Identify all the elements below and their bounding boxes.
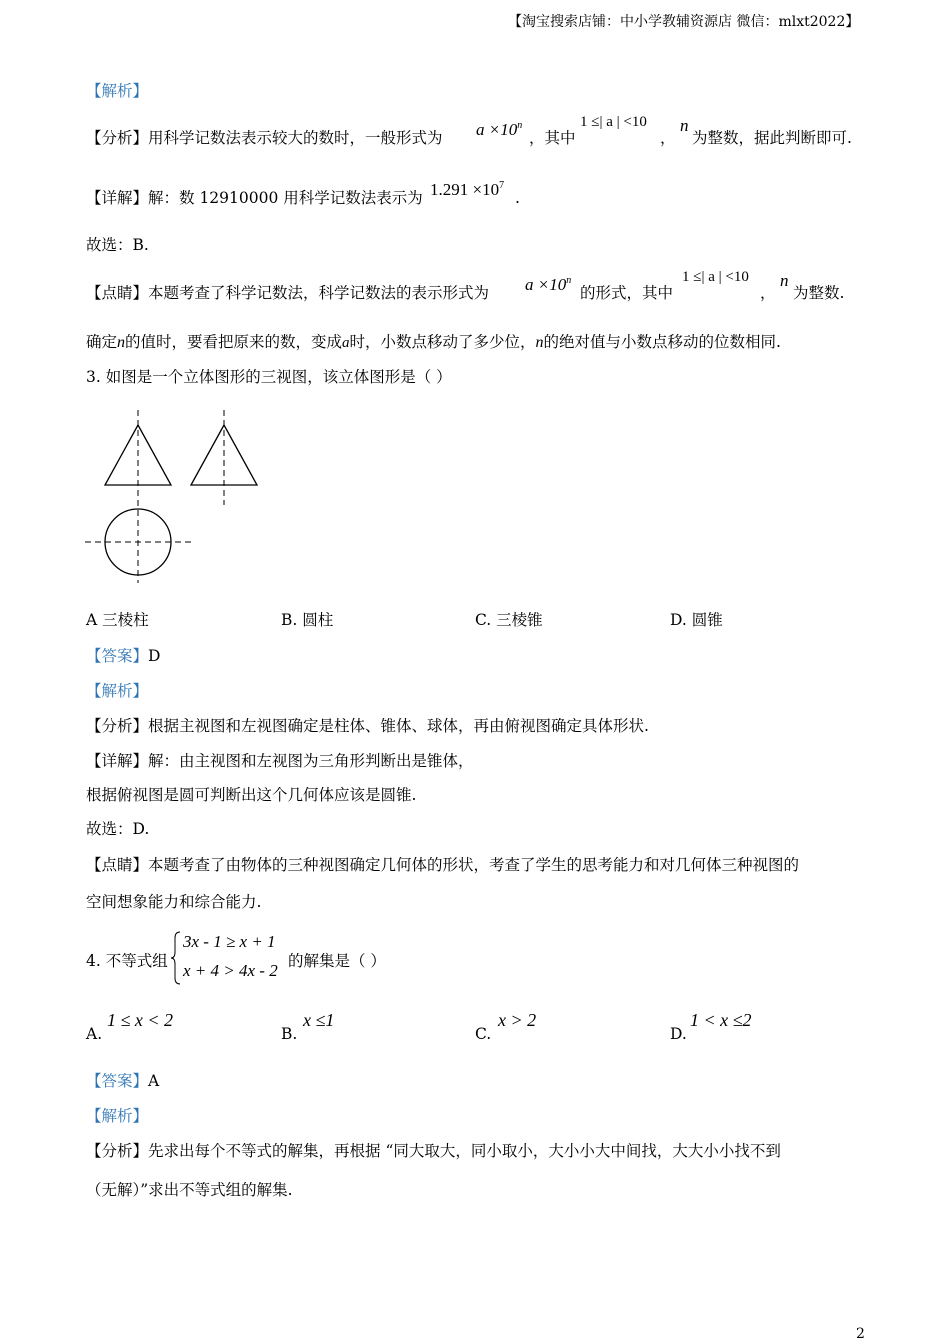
q4-option-a-letter: A.: [86, 1025, 103, 1043]
q4-option-b: x ≤1: [303, 1010, 335, 1030]
q4-jiexi: 【解析】: [86, 1107, 149, 1125]
q3-option-b: B. 圆柱: [281, 611, 334, 629]
q3-answer: 【答案】D: [86, 647, 161, 665]
q4-suffix: 的解集是（ ）: [288, 952, 386, 970]
fenxi-line: 【分析】用科学记数法表示较大的数时，一般形式为: [86, 129, 443, 147]
q3-option-d: D. 圆锥: [670, 611, 723, 629]
q3-option-a: A 三棱柱: [86, 611, 149, 629]
q4-answer: 【答案】A: [86, 1072, 160, 1090]
q3-option-c: C. 三棱锥: [475, 611, 543, 629]
q4-option-b-letter: B.: [281, 1025, 298, 1043]
inequality-2: x + 4 > 4x - 2: [183, 961, 278, 980]
fenxi-tag: 【分析】: [86, 129, 149, 147]
page-number: 2: [856, 1326, 865, 1342]
q4-option-d-letter: D.: [670, 1025, 687, 1043]
q3-dianjing: 【点睛】本题考查了由物体的三种视图确定几何体的形状，考查了学生的思考能力和对几何体三种视图的: [86, 856, 800, 874]
q4-prefix: 4. 不等式组: [86, 952, 168, 970]
q3-dianjing2: 空间想象能力和综合能力.: [86, 893, 262, 911]
q4-fenxi2: （无解）”求出不等式组的解集.: [86, 1181, 293, 1199]
q3-jiexi: 【解析】: [86, 682, 149, 700]
q4-option-c: x > 2: [498, 1010, 537, 1030]
dianjing-line: 【点睛】本题考查了科学记数法，科学记数法的表示形式为: [86, 284, 490, 302]
q3-guxuan: 故选：D.: [86, 820, 150, 838]
q4-option-c-letter: C.: [475, 1025, 492, 1043]
front-view: [105, 410, 171, 505]
q3-question: 3. 如图是一个立体图形的三视图，该立体图形是（ ）: [86, 368, 452, 386]
system-brace: [170, 930, 182, 986]
sci-result: $1.291 \times 10^7$: [430, 180, 505, 199]
xiangjie-line: 【详解】解：数 12910000 用科学记数法表示为: [86, 189, 423, 207]
dianjing-line2: 确定n的值时，要看把原来的数，变成a时，小数点移动了多少位，n的绝对值与小数点移动的位数相同.: [86, 333, 781, 351]
q3-fenxi: 【分析】根据主视图和左视图确定是柱体、锥体、球体，再由俯视图确定具体形状.: [86, 717, 649, 735]
q4-option-d: 1 < x ≤2: [690, 1010, 752, 1030]
q3-xiangjie2: 根据俯视图是圆可判断出这个几何体应该是圆锥.: [86, 786, 417, 804]
q4-fenxi: 【分析】先求出每个不等式的解集，再根据 “同大取大，同小取小，大小小大中间找，大大小小找不到: [86, 1142, 781, 1160]
page-header: 【淘宝搜索店铺：中小学教辅资源店 微信：mlxt2022】: [508, 14, 860, 30]
left-view: [191, 410, 257, 505]
top-view: [85, 500, 192, 583]
three-view-figure: [80, 405, 270, 585]
inequality-1: 3x - 1 ≥ x + 1: [183, 932, 276, 951]
sci-notation-form: $a \times 10^n$: [476, 120, 523, 139]
guxuan-b: 故选：B.: [86, 236, 149, 254]
q4-option-a: 1 ≤ x < 2: [107, 1010, 174, 1030]
range-expr: 1 ≤| a | <10: [580, 114, 647, 130]
q3-xiangjie: 【详解】解：由主视图和左视图为三角形判断出是锥体，: [86, 752, 474, 770]
jiexi-label: 【解析】: [86, 82, 149, 100]
